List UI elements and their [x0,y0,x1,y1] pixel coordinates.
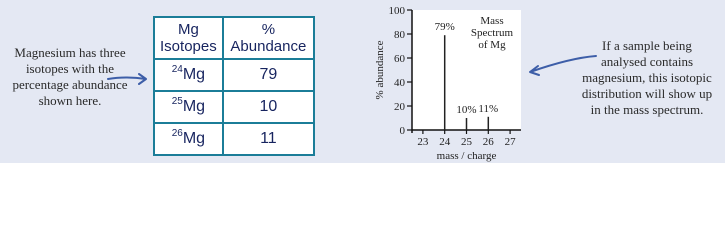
mass-number: 24 [171,64,183,75]
abundance-cell: 10 [223,91,314,123]
y-tick-label: 100 [388,5,405,17]
element-symbol: Mg [182,98,206,115]
left-annotation-line: shown here. [38,93,102,108]
chart-title-line: Mass [480,15,504,27]
x-tick-label: 26 [482,136,494,148]
x-tick-label: 25 [461,136,472,148]
right-annotation-line: in the mass spectrum. [590,102,704,117]
header-isotopes-line1: Mg [177,21,199,38]
peak-label: 79% [434,21,455,34]
y-tick-label: 60 [394,53,405,65]
abundance-cell: 79 [223,59,314,91]
chart-title-line: of Mg [478,39,506,51]
x-axis-label: mass / charge [436,150,497,162]
right-annotation-line: analysed contains [600,54,694,69]
x-tick-label: 23 [417,136,429,148]
element-symbol: Mg [182,66,206,83]
abundance-cell: 11 [223,123,314,155]
right-annotation-line: magnesium, this isotopic [582,70,712,85]
right-pointer-arrow [530,56,596,75]
mass-number: 26 [171,128,183,139]
y-tick-label: 20 [394,101,405,113]
chart-title-line: Spectrum [470,27,514,39]
header-abundance-line2: Abundance [230,38,307,55]
left-annotation-line: Magnesium has three [14,45,126,60]
right-annotation-line: distribution will show up [581,86,713,101]
y-tick-label: 0 [399,125,405,137]
right-annotation-line: If a sample being [602,38,692,53]
y-axis-label: % abundance [374,40,386,100]
x-tick-label: 24 [439,136,451,148]
left-annotation-line: percentage abundance [12,77,128,92]
mass-number: 25 [171,96,183,107]
peak-label: 11% [478,102,499,115]
header-abundance-line1: % [261,21,276,38]
left-annotation-line: isotopes with the [25,61,115,76]
peak-label: 10% [456,104,477,116]
y-tick-label: 40 [394,77,405,89]
left-pointer-arrow [108,74,146,84]
x-tick-label: 27 [504,136,516,148]
plot-area [374,5,521,162]
header-isotopes-line2: Isotopes [160,38,217,55]
element-symbol: Mg [182,130,206,147]
y-tick-label: 80 [394,29,405,41]
